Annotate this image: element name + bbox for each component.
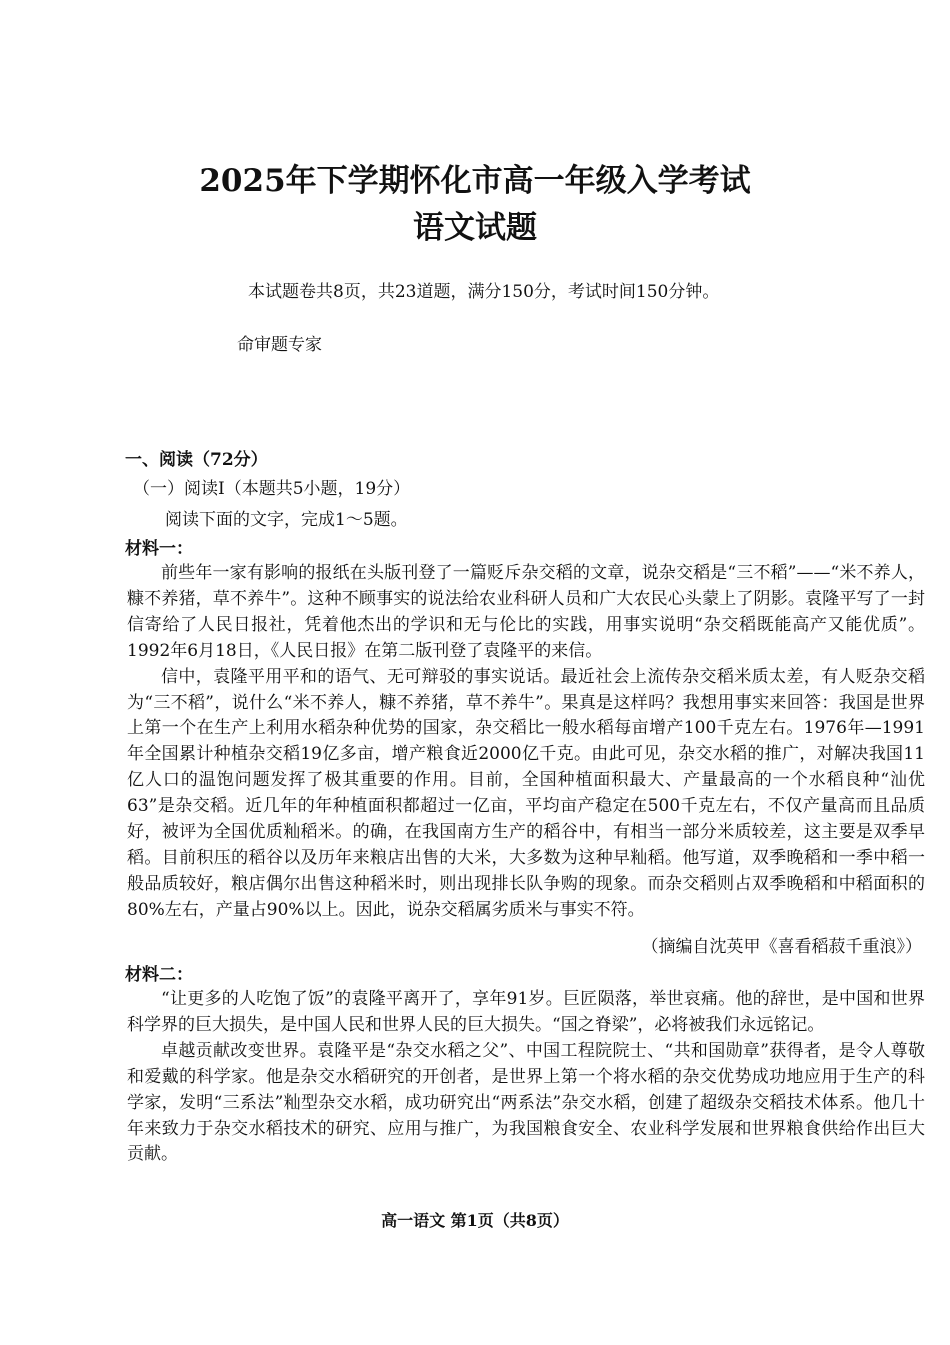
material1-source: （摘编自沈英甲《喜看稻菽千重浪》） [641, 937, 922, 957]
exam-title: 2025年下学期怀化市高一年级入学考试 [199, 163, 751, 199]
material2-paragraph-2: 卓越贡献改变世界。袁隆平是“杂交水稻之父”、中国工程院院士、“共和国勋章”获得者，是令人尊敬和爱戴的科学家。他是杂交水稻研究的开创者，是世界上第一个将水稻的杂交优势成功地应用于生产的科学家，发明“三系法”籼型杂交水稻，成功研究出“两系法”杂交水稻，创建了超级杂交稻技术体系。他几十年来致力于杂交水稻技术的研究、应用与推广，为我国粮食安全、农业科学发展和世界粮食供给作出巨大贡献。 [127, 1040, 925, 1165]
material1-paragraph-2: 信中，袁隆平用平和的语气、无可辩驳的事实说话。最近社会上流传杂交稻米质太差，有人贬杂交稻为“三不稻”，说什么“米不养人，糠不养猪，草不养牛”。果真是这样吗？我想用事实来回答：我国是世界上第一个在生产上利用水稻杂种优势的国家，杂交稻比一般水稻每亩增产100千克左右。1976年—1991年全国累计种植杂交稻19亿多亩，增产粮食近2000亿千克。由此可见，杂交水稻的推广，对解决我国11亿人口的温饱问题发挥了极其重要的作用。目前，全国种植面积最大、产量最高的一个水稻良种“汕优63”是杂交稻。近几年的年种植面积都超过一亿亩，平均亩产稳定在500千克左右，不仅产量高而且品质好，被评为全国优质籼稻米。的确，在我国南方生产的稻谷中，有相当一部分米质较差，这主要是双季早稻。目前积压的稻谷以及历年来粮店出售的大米，大多数为这种早籼稻。他写道，双季晚稻和一季中稻一般品质较好，粮店偶尔出售这种稻米时，则出现排长队争购的现象。而杂交稻则占双季晚稻和中稻面积的80%左右，产量占90%以上。因此，说杂交稻属劣质米与事实不符。 [127, 666, 925, 920]
material1-paragraph-1: 前些年一家有影响的报纸在头版刊登了一篇贬斥杂交稻的文章，说杂交稻是“三不稻”——“米不养人，糠不养猪，草不养牛”。这种不顾事实的说法给农业科研人员和广大农民心头蒙上了阴影。袁隆平写了一封信寄给了人民日报社，凭着他杰出的学识和无与伦比的实践，用事实说明“杂交稻既能高产又能优质”。1992年6月18日，《人民日报》在第二版刊登了袁隆平的来信。 [127, 563, 925, 661]
section-heading: 一、阅读（72分） [125, 450, 268, 470]
subsection-heading: （一）阅读Ⅰ（本题共5小题，19分） [133, 479, 411, 499]
exam-info: 本试题卷共8页，共23道题，满分150分，考试时间150分钟。 [248, 282, 720, 302]
material1-heading: 材料一： [125, 539, 193, 559]
exam-author: 命审题专家 [237, 335, 322, 355]
material2-body [127, 987, 925, 1168]
material1-body [127, 561, 925, 924]
material2-heading: 材料二： [125, 965, 193, 985]
page-footer: 高一语文 第1页（共8页） [381, 1211, 569, 1230]
material2-paragraph-1: “让更多的人吃饱了饭”的袁隆平离开了，享年91岁。巨匠陨落，举世哀痛。他的辞世，是中国和世界科学界的巨大损失，是中国人民和世界人民的巨大损失。“国之脊梁”，必将被我们永远铭记。 [127, 989, 925, 1035]
reading-instruction: 阅读下面的文字，完成1～5题。 [165, 510, 408, 530]
exam-subtitle: 语文试题 [413, 210, 537, 246]
